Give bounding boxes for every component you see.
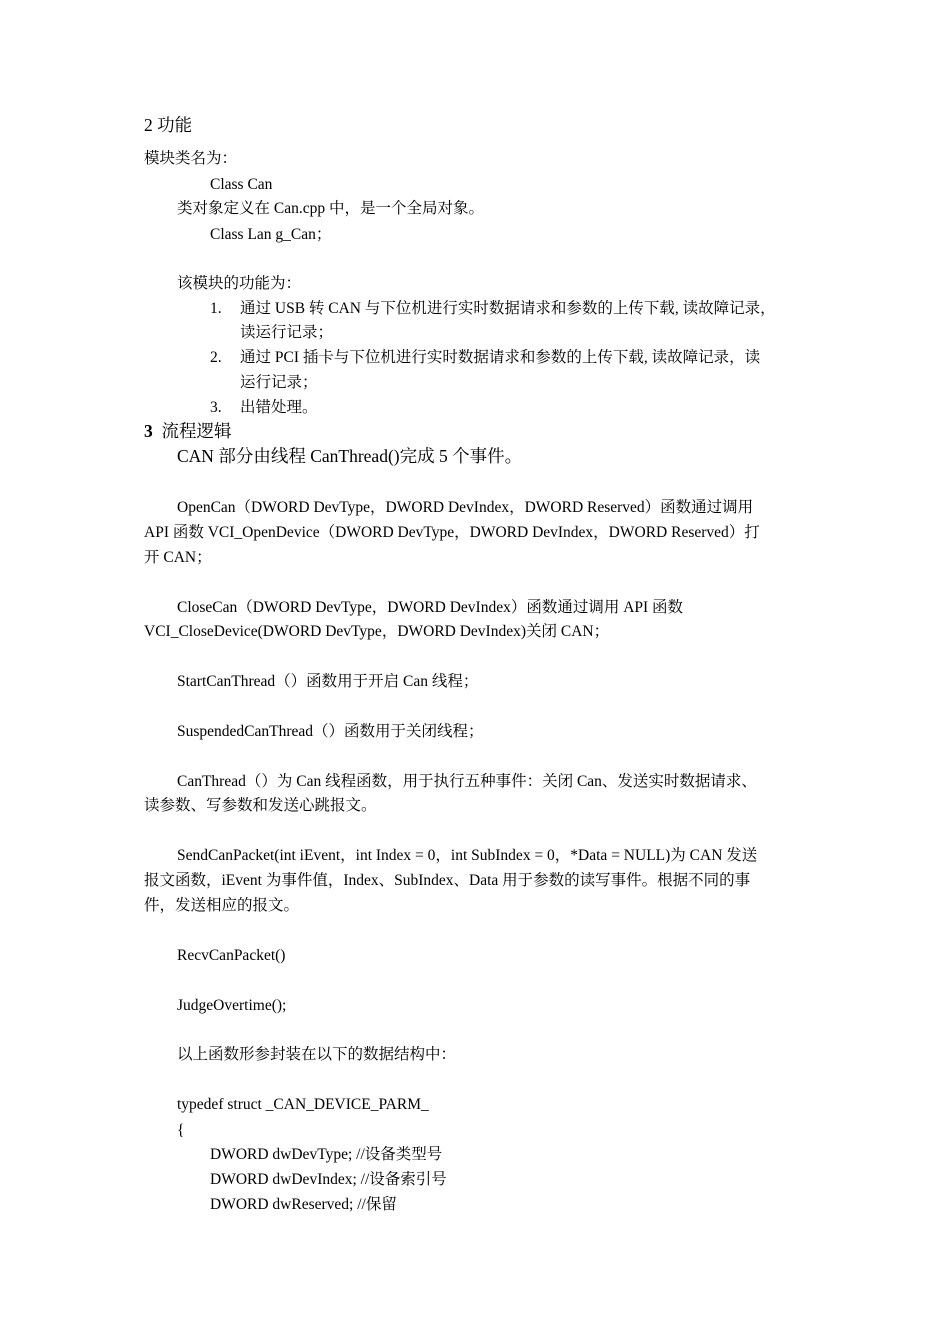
list-item-text: 出错处理。 (240, 399, 318, 416)
class-can-line: Class Can (210, 176, 273, 193)
object-definition-line: 类对象定义在 Can.cpp 中，是一个全局对象。 (177, 200, 484, 217)
closecan-paragraph: VCI_CloseDevice(DWORD DevType，DWORD DevIndex)关闭 CAN； (144, 623, 610, 640)
section-3-heading (144, 421, 232, 441)
params-note: 以上函数形参封装在以下的数据结构中： (177, 1046, 457, 1063)
list-item-number: 3. (210, 399, 222, 416)
list-item-text-cont: 运行记录； (240, 374, 318, 391)
canthread-paragraph: CanThread（）为 Can 线程函数，用于执行五种事件：关闭 Can、发送实时数据请求、 (177, 773, 757, 790)
sendcanpacket-paragraph: SendCanPacket(int iEvent，int Index = 0，int SubIndex = 0，*Data = NULL)为 CAN 发送 (177, 847, 758, 864)
code-field: DWORD dwDevIndex; //设备索引号 (210, 1171, 447, 1188)
list-item-text-cont: 读运行记录； (240, 324, 334, 341)
startcanthread-paragraph: StartCanThread（）函数用于开启 Can 线程； (177, 673, 479, 690)
section-2-heading: 2 功能 (144, 115, 193, 135)
sendcanpacket-paragraph: 件，发送相应的报文。 (144, 897, 300, 914)
class-lan-line: Class Lan g_Can； (210, 226, 332, 243)
list-item-number: 1. (210, 300, 222, 317)
code-field: DWORD dwReserved; //保留 (210, 1196, 397, 1213)
opencan-paragraph: API 函数 VCI_OpenDevice（DWORD DevType，DWORD DevIndex，DWORD Reserved）打 (144, 524, 760, 541)
code-open-brace: { (177, 1122, 185, 1139)
function-label: 该模块的功能为： (177, 275, 302, 292)
module-class-label: 模块类名为： (144, 150, 238, 167)
list-item-number: 2. (210, 349, 222, 366)
canthread-paragraph: 读参数、写参数和发送心跳报文。 (144, 797, 377, 814)
opencan-paragraph: OpenCan（DWORD DevType，DWORD DevIndex，DWORD Reserved）函数通过调用 (177, 499, 754, 516)
code-field: DWORD dwDevType; //设备类型号 (210, 1146, 443, 1163)
opencan-paragraph: 开 CAN； (144, 549, 212, 566)
closecan-paragraph: CloseCan（DWORD DevType，DWORD DevIndex）函数通过调用 API 函数 (177, 599, 684, 616)
section-3-title: 流程逻辑 (161, 421, 232, 441)
section-3-intro: CAN 部分由线程 CanThread()完成 5 个事件。 (177, 446, 523, 466)
list-item-text: 通过 PCI 插卡与下位机进行实时数据请求和参数的上传下载, 读故障记录，读 (240, 349, 761, 366)
suspendedcanthread-paragraph: SuspendedCanThread（）函数用于关闭线程； (177, 723, 484, 740)
list-item-text: 通过 USB 转 CAN 与下位机进行实时数据请求和参数的上传下载, 读故障记录， (240, 300, 776, 317)
recvcanpacket-line: RecvCanPacket() (177, 947, 286, 964)
judgeovertime-line: JudgeOvertime(); (177, 997, 287, 1014)
sendcanpacket-paragraph: 报文函数，iEvent 为事件值，Index、SubIndex、Data 用于参数的读写事件。根据不同的事 (144, 872, 751, 889)
code-typedef: typedef struct _CAN_DEVICE_PARM_ (177, 1096, 429, 1113)
section-3-number: 3 (144, 421, 153, 441)
